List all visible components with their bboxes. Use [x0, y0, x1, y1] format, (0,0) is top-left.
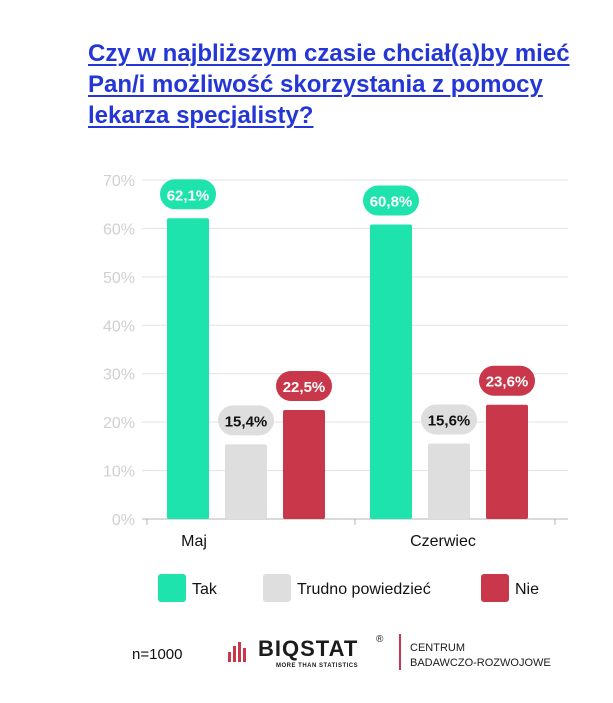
logo-bars-icon	[228, 642, 250, 662]
sample-size: n=1000	[132, 646, 183, 663]
data-label: 22,5%	[282, 379, 326, 397]
data-label: 62,1%	[166, 187, 210, 205]
y-tick-label: 0%	[111, 512, 135, 529]
y-tick-label: 10%	[102, 463, 135, 481]
logo-tagline: MORE THAN STATISTICS	[276, 663, 359, 669]
data-label: 15,6%	[427, 412, 471, 430]
biqstat-logo	[228, 636, 408, 676]
center-label-line: CENTRUM	[410, 642, 465, 654]
bar	[370, 225, 412, 519]
legend-label: Trudno powiedzieć	[297, 581, 431, 598]
bar	[486, 405, 528, 519]
bar	[167, 218, 209, 519]
legend-label: Nie	[515, 581, 540, 598]
y-tick-label: 70%	[102, 173, 135, 190]
title-line: Czy w najbliższym czasie chciał(a)by mieć	[88, 40, 570, 67]
bar	[225, 444, 267, 519]
logo-registered-mark: ®	[376, 634, 384, 645]
data-label: 60,8%	[369, 193, 413, 211]
center-label-line: BADAWCZO-ROZWOJOWE	[410, 657, 551, 669]
center-label	[410, 641, 551, 671]
logo-wordmark: BIQSTAT	[258, 636, 359, 661]
title-line: lekarza specjalisty?	[88, 102, 314, 129]
x-category-label: Czerwiec	[410, 533, 476, 550]
y-tick-label: 20%	[102, 415, 135, 433]
y-tick-label: 50%	[102, 269, 135, 287]
bar	[283, 410, 325, 519]
x-category-label: Maj	[181, 533, 207, 550]
legend-swatch	[158, 574, 186, 602]
data-label: 15,4%	[224, 413, 268, 431]
legend-swatch	[263, 574, 291, 602]
y-tick-label: 60%	[102, 221, 135, 239]
y-tick-label: 30%	[102, 366, 135, 384]
bar	[428, 443, 470, 519]
y-tick-label: 40%	[102, 318, 135, 336]
logo-divider	[399, 634, 401, 670]
title-line: Pan/i możliwość skorzystania z pomocy	[88, 71, 543, 98]
data-label: 23,6%	[485, 373, 529, 391]
legend-swatch	[481, 574, 509, 602]
legend-label: Tak	[192, 581, 217, 598]
